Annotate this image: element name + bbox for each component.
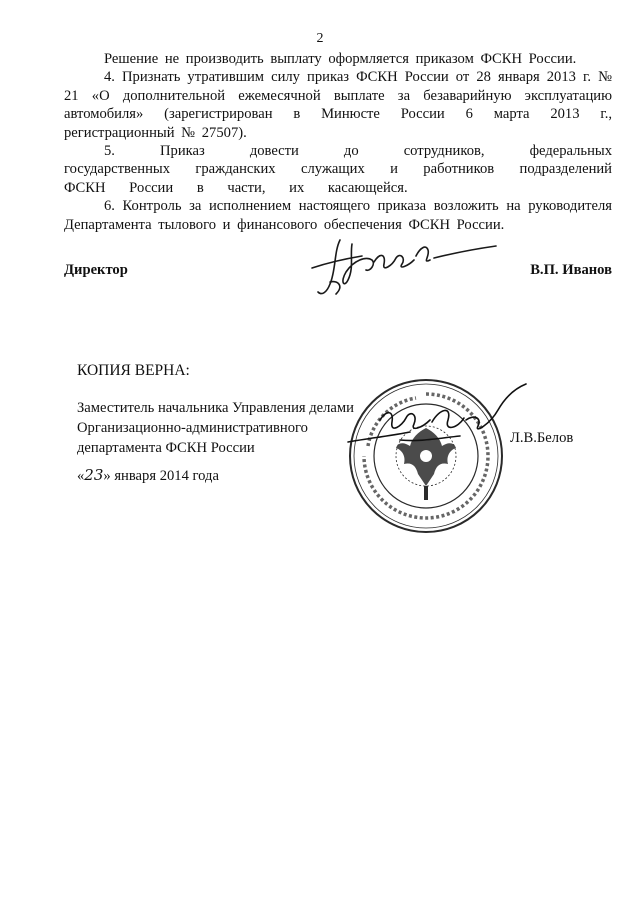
page-number: 2	[316, 31, 324, 46]
date-rest: января 2014 года	[110, 468, 219, 484]
deputy-position	[77, 398, 354, 458]
belov-name: Л.В.Белов	[510, 430, 574, 446]
position-line-1: Заместитель начальника Управления делами	[77, 400, 354, 416]
date-open-quote: «	[77, 468, 85, 484]
document-body	[64, 50, 612, 234]
director-signature	[300, 222, 500, 302]
paragraph-decision: Решение не производить выплату оформляется приказом ФСКН России.	[104, 51, 577, 67]
paragraph-6: 6. Контроль за исполнением настоящего приказа возложить на руководителя Департамента тылового и финансового обеспечения ФСКН России.	[64, 198, 612, 233]
copy-verified-heading: КОПИЯ ВЕРНА:	[77, 362, 190, 379]
paragraph-4: 4. Признать утратившим силу приказ ФСКН России от 28 января 2013 г. № 21 «О дополнительной ежемесячной выплате за безаварийную эксплуатацию автомобиля» (зарегистрирован в Минюсте России 6 марта 2013 г., регистрационный № 27507).	[64, 69, 612, 141]
paragraph-5: 5. Приказ довести до сотрудников, федеральных государственных гражданских служащих и работников подразделений ФСКН России в части, их касающейся.	[64, 143, 612, 196]
belov-signature	[340, 380, 530, 460]
position-line-3: департамента ФСКН России	[77, 440, 255, 456]
director-title: Директор	[64, 262, 128, 278]
date-close-quote: »	[103, 468, 111, 484]
copy-date	[77, 466, 219, 485]
position-line-2: Организационно-административного	[77, 420, 308, 436]
director-name: В.П. Иванов	[530, 262, 612, 278]
date-day: 23	[84, 466, 104, 484]
